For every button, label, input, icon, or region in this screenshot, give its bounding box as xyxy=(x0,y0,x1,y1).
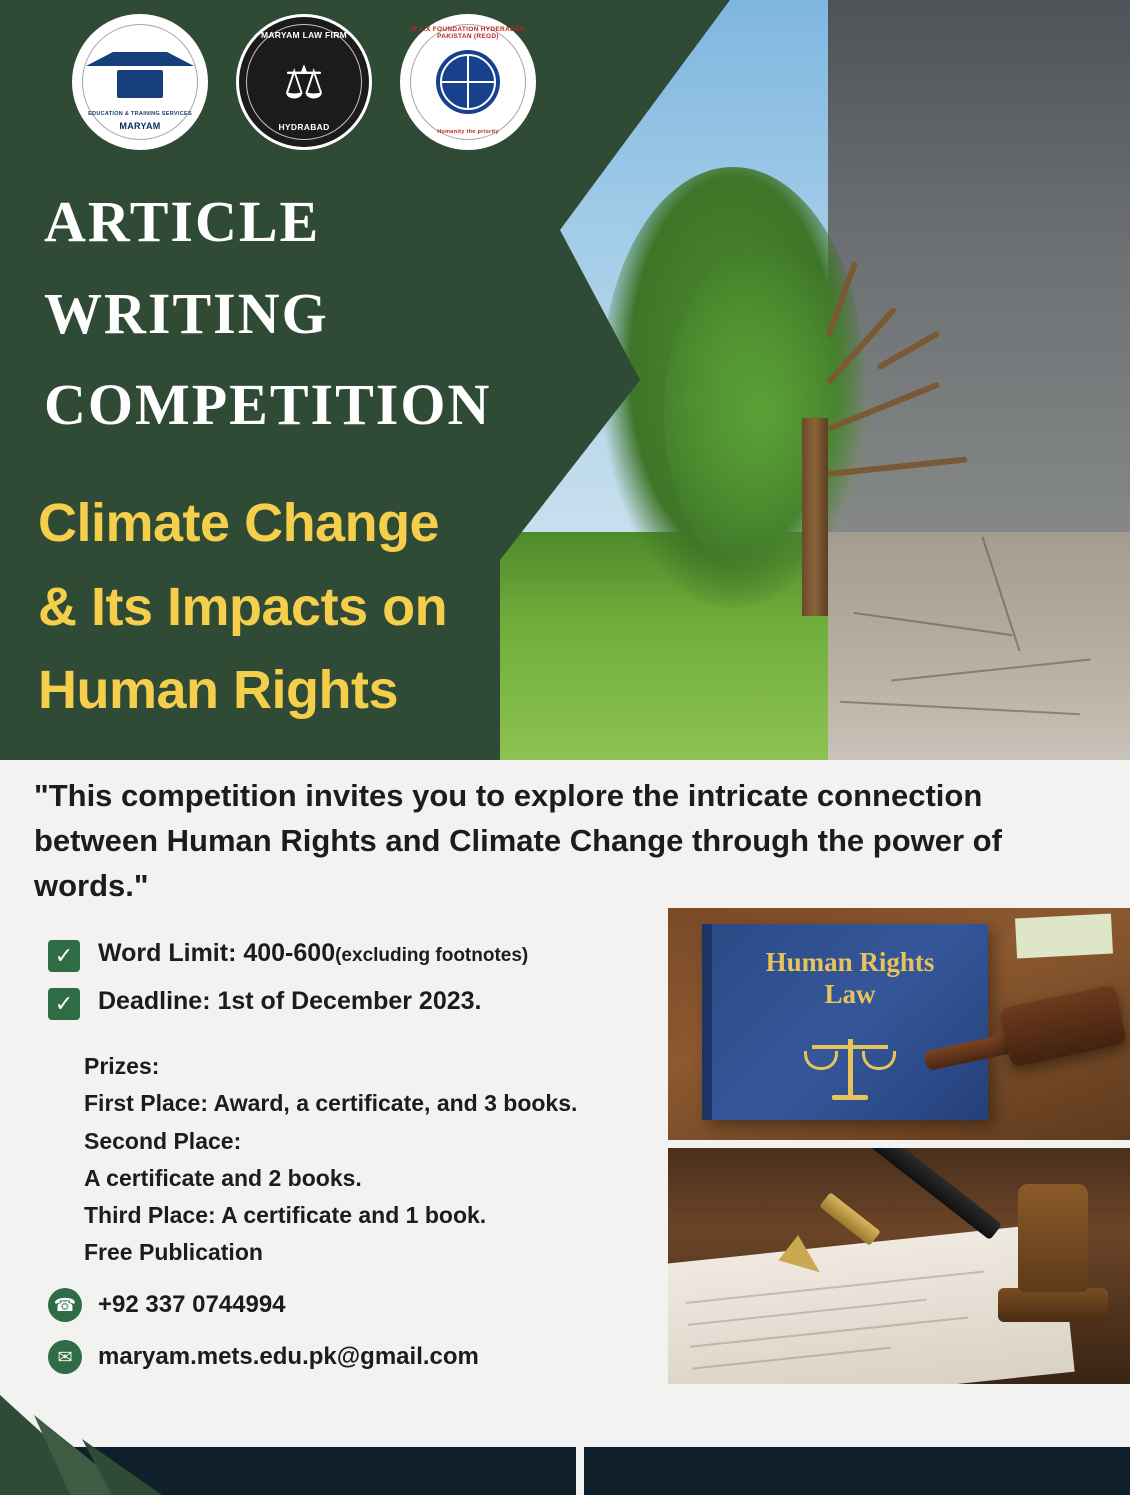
logo-caption: MARYAM xyxy=(119,121,161,131)
prizes-heading: Prizes: xyxy=(84,1053,160,1079)
list-item xyxy=(48,938,678,972)
free-publication: Free Publication xyxy=(84,1239,263,1266)
book-cover xyxy=(702,924,988,1120)
gavel-icon xyxy=(999,984,1127,1067)
list-item xyxy=(48,986,678,1020)
pen-grip xyxy=(819,1192,881,1246)
subtitle-line-2: & Its Impacts on xyxy=(38,576,448,637)
logo-row xyxy=(72,14,536,150)
book-title-line-1: Human Rights xyxy=(765,947,935,977)
logo-maryam-law-firm xyxy=(236,14,372,150)
scales-of-justice-icon xyxy=(804,1033,896,1103)
storm-sky xyxy=(828,0,1130,593)
prize-first: First Place: Award, a certificate, and 3 books. xyxy=(84,1090,578,1117)
logo-caption: HYDRABAD xyxy=(278,122,330,132)
scales-of-justice-icon: ⚖ xyxy=(283,56,325,108)
prize-second-label: Second Place: xyxy=(84,1127,242,1154)
stamp-base xyxy=(998,1288,1108,1322)
envelope-icon: ✉ xyxy=(48,1340,82,1374)
competition-quote: "This competition invites you to explore the intricate connection between Human Rights and Climate Change through the power of words." xyxy=(34,778,1002,903)
phone-number[interactable]: +92 337 0744994 xyxy=(98,1291,286,1318)
logo-subcaption: EDUCATION & TRAINING SERVICES xyxy=(88,111,192,117)
sticky-note xyxy=(1015,914,1113,959)
word-limit-note: (excluding footnotes) xyxy=(335,945,529,966)
book-title xyxy=(712,946,988,1011)
page-title xyxy=(44,176,491,451)
logo-top-text: MARYAM LAW FIRM xyxy=(260,30,348,40)
contact-email-row[interactable] xyxy=(48,1340,479,1374)
stamp-icon xyxy=(1018,1184,1088,1292)
details-checklist xyxy=(48,938,678,1034)
human-rights-law-book-photo xyxy=(668,908,1130,1140)
deadline-text: Deadline: 1st of December 2023. xyxy=(98,987,482,1015)
email-address[interactable]: maryam.mets.edu.pk@gmail.com xyxy=(98,1343,479,1370)
contact-phone-row[interactable] xyxy=(48,1288,479,1322)
title-line-1: ARTICLE xyxy=(44,189,321,254)
cracked-ground xyxy=(828,532,1130,760)
prizes-block xyxy=(84,1048,684,1272)
prize-second-detail: A certificate and 2 books. xyxy=(84,1164,362,1191)
title-line-2: WRITING xyxy=(44,280,329,346)
logo-max-foundation xyxy=(400,14,536,150)
logo-caption: Humanity the priority xyxy=(437,129,499,135)
tree-trunk xyxy=(802,418,828,616)
contact-block xyxy=(48,1288,479,1392)
title-line-3: COMPETITION xyxy=(44,372,492,438)
subtitle-line-1: Climate Change xyxy=(38,493,440,553)
pen-body xyxy=(856,1148,1002,1240)
book-title-line-2: Law xyxy=(824,979,876,1010)
logo-maryam-education xyxy=(72,14,208,150)
check-icon: ✓ xyxy=(48,988,80,1020)
check-icon: ✓ xyxy=(48,940,80,972)
word-limit-text xyxy=(98,938,528,969)
logo-top-text: M.A.X FOUNDATION HYDERABAD PAKISTAN (REGD) xyxy=(411,26,525,40)
prize-third: Third Place: A certificate and 1 book. xyxy=(84,1202,487,1228)
page-subtitle xyxy=(38,482,578,733)
phone-icon: ☎ xyxy=(48,1288,82,1322)
word-limit-label: Word Limit: 400-600 xyxy=(98,939,336,967)
globe-icon xyxy=(436,50,500,114)
footer-bar-right xyxy=(584,1447,1130,1495)
subtitle-line-3: Human Rights xyxy=(38,660,399,721)
signing-document-photo xyxy=(668,1148,1130,1384)
